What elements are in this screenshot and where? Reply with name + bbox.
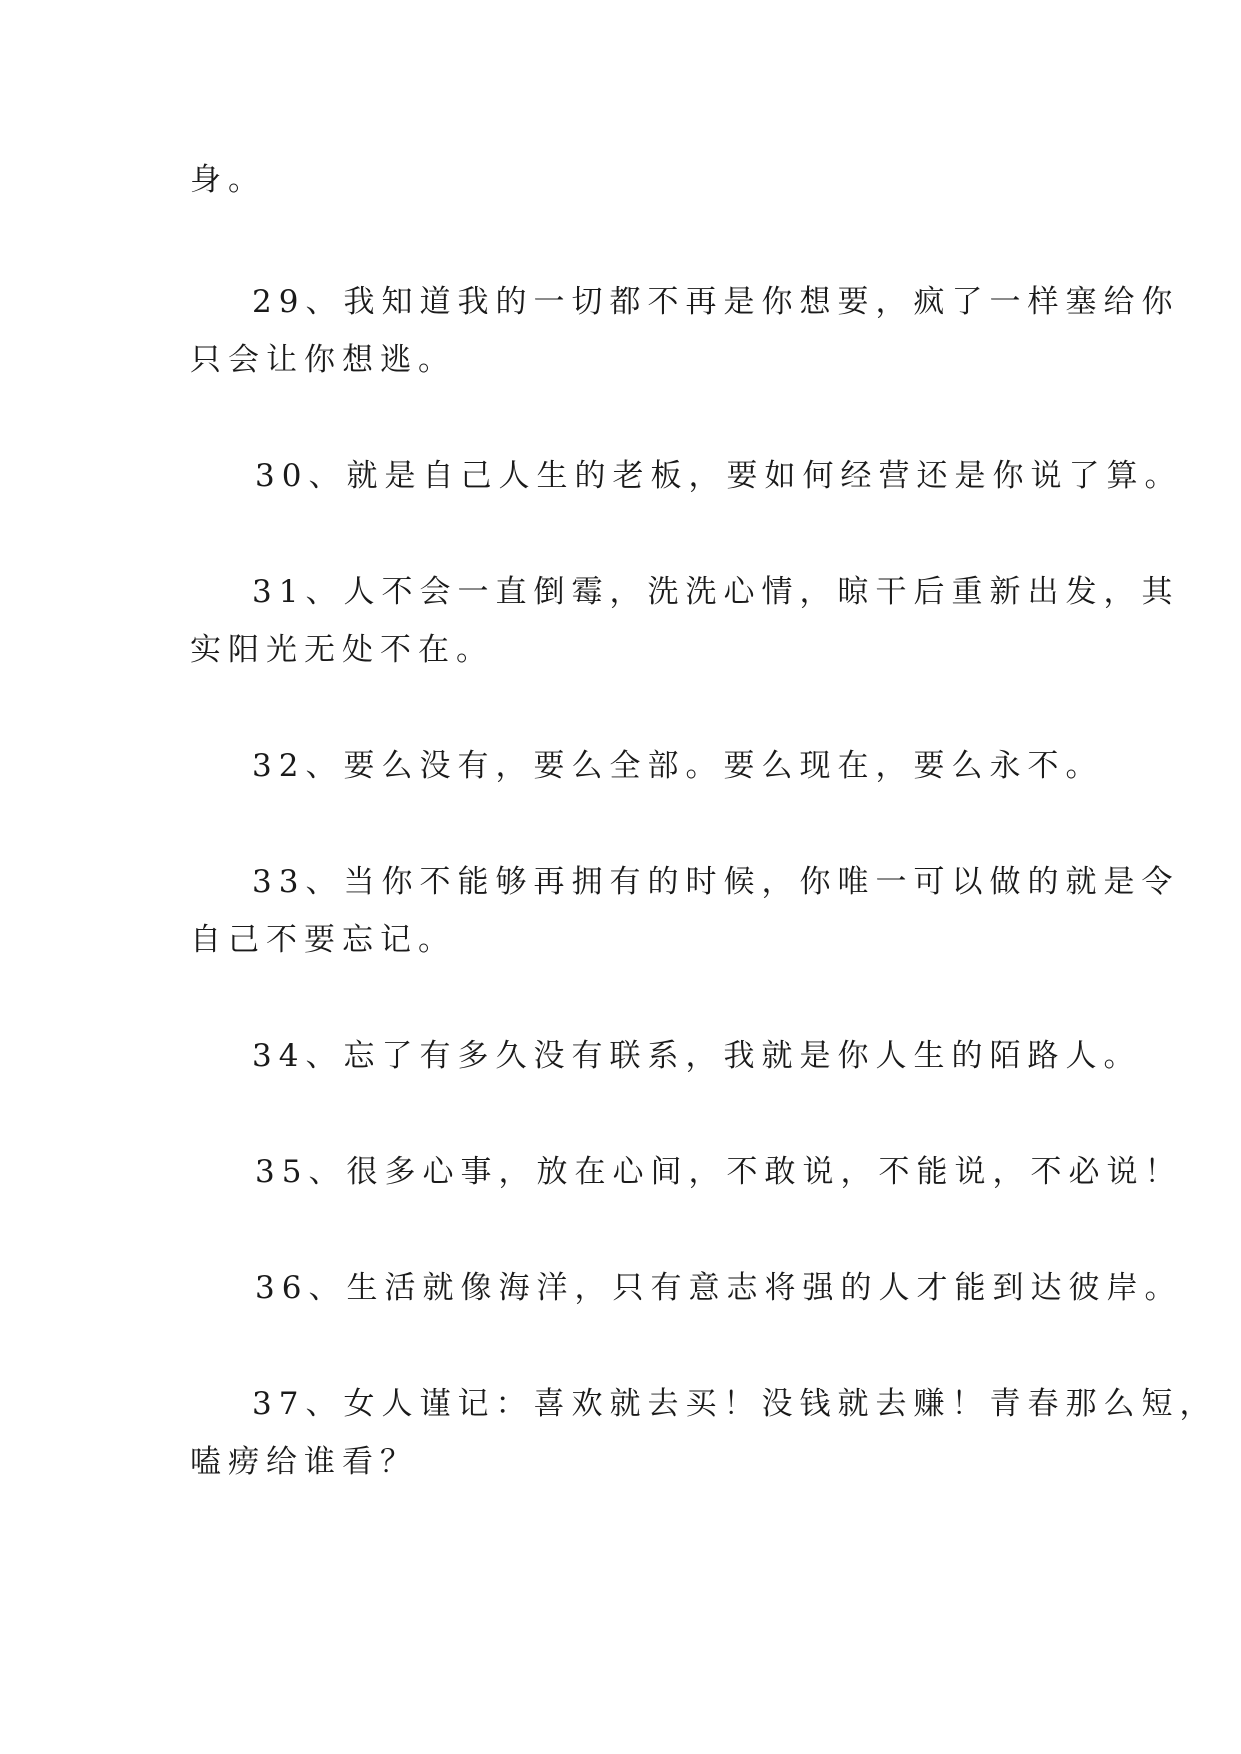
quote-36: 36、生活就像海洋，只有意志将强的人才能到达彼岸。 xyxy=(255,1270,1183,1306)
quote-37-line-2: 嗑痨给谁看？ xyxy=(190,1444,418,1480)
quote-29-line-1: 29、我知道我的一切都不再是你想要，疯了一样塞给你 xyxy=(252,284,1180,320)
quote-37-line-1: 37、女人谨记：喜欢就去买！没钱就去赚！青春那么短， xyxy=(252,1386,1218,1422)
quote-34: 34、忘了有多久没有联系，我就是你人生的陌路人。 xyxy=(252,1038,1142,1074)
quote-30: 30、就是自己人生的老板，要如何经营还是你说了算。 xyxy=(255,458,1183,494)
quote-33-line-2: 自己不要忘记。 xyxy=(190,922,456,958)
quote-32: 32、要么没有，要么全部。要么现在，要么永不。 xyxy=(252,748,1104,784)
quote-29-line-2: 只会让你想逃。 xyxy=(190,342,456,378)
text-line: 身。 xyxy=(190,162,266,198)
quote-31-line-2: 实阳光无处不在。 xyxy=(190,632,494,668)
quote-31-line-1: 31、人不会一直倒霉，洗洗心情，晾干后重新出发，其 xyxy=(252,574,1180,610)
quote-33-line-1: 33、当你不能够再拥有的时候，你唯一可以做的就是令 xyxy=(252,864,1180,900)
quote-35: 35、很多心事，放在心间，不敢说，不能说，不必说！ xyxy=(255,1154,1183,1190)
